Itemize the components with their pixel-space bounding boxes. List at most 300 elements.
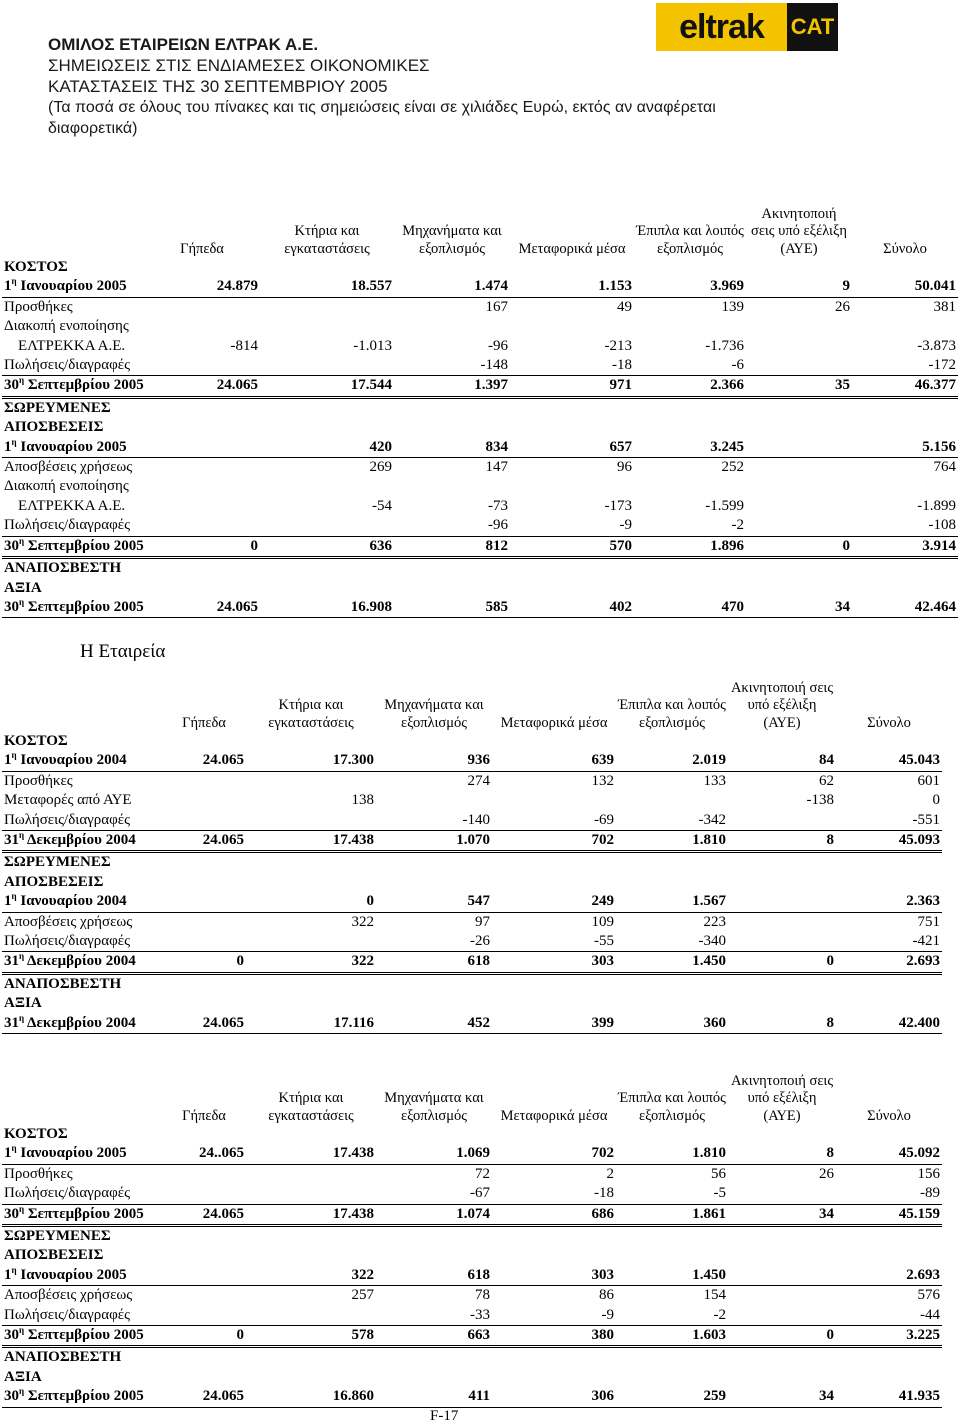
cell-value: 154 — [703, 1287, 726, 1304]
row-label: Διακοπή ενοποίησης — [4, 318, 129, 335]
table-row — [2, 598, 958, 618]
cell-value — [616, 994, 728, 1013]
cell-value — [836, 1226, 942, 1247]
cell-value — [616, 973, 728, 994]
cell-value: 0 — [162, 952, 246, 973]
cell-value — [260, 356, 394, 376]
cell-value: 601 — [917, 772, 940, 789]
col-header: Μηχανήματα και εξοπλισμός — [384, 1090, 484, 1124]
header-currency-note: (Τα ποσά σε όλους του πίνακες και τις σημειώσεις είναι σε χιλιάδες Ευρώ, εκτός αν αναφέρεται — [48, 99, 716, 116]
cell-value — [746, 458, 852, 478]
table-row — [2, 579, 958, 598]
row-label: ΣΩΡΕΥΜΕΝΕΣ — [4, 854, 111, 871]
table-row — [2, 831, 942, 852]
row-label: $30^\eta$ Σεπτεμβρίου 2005 — [2, 376, 144, 397]
cell-value — [616, 732, 728, 751]
cell-value — [836, 1368, 942, 1387]
cell-value — [246, 771, 376, 791]
cell-value: 0 — [162, 1326, 246, 1347]
cell-value: 0 — [144, 536, 260, 557]
table-row — [2, 497, 958, 516]
cell-value — [852, 558, 958, 579]
cell-value — [144, 317, 260, 336]
table-row — [2, 376, 958, 397]
row-label: Αποσβέσεις χρήσεως — [4, 1287, 133, 1304]
cell-value: 834 — [394, 438, 510, 458]
table-row — [2, 852, 942, 873]
cell-value: 17.438 — [246, 1204, 376, 1225]
cell-value — [162, 1226, 246, 1247]
cell-value — [260, 418, 394, 437]
cell-value: -173 — [604, 497, 632, 514]
cell-value — [616, 1347, 728, 1368]
cell-value: 8 — [728, 1144, 836, 1164]
table-row — [2, 277, 958, 297]
cell-value — [162, 1306, 246, 1326]
cell-value — [728, 1184, 836, 1204]
table-row — [2, 1184, 942, 1204]
table-row — [2, 458, 958, 478]
cell-value — [162, 973, 246, 994]
cell-value — [376, 873, 492, 892]
row-label: $30^\eta$ Σεπτεμβρίου 2005 — [2, 1387, 162, 1407]
cell-value — [394, 558, 510, 579]
cell-value — [162, 852, 246, 873]
cell-value — [162, 1184, 246, 1204]
table-row — [2, 1246, 942, 1265]
cell-value: 156 — [917, 1165, 940, 1182]
table-row — [2, 418, 958, 437]
cell-value: 639 — [492, 751, 616, 771]
cell-value — [634, 317, 746, 336]
cell-value: 1.069 — [376, 1144, 492, 1164]
table-row — [2, 791, 942, 810]
cell-value: -2 — [616, 1306, 728, 1326]
cell-value: 24..065 — [162, 1144, 246, 1164]
cell-value — [852, 579, 958, 598]
cell-value — [728, 912, 836, 932]
cell-value — [144, 297, 260, 317]
cell-value — [728, 1125, 836, 1144]
eltrak-logo-text: eltrak — [656, 3, 787, 51]
cell-value: 420 — [260, 438, 394, 458]
cell-value: 380 — [492, 1326, 616, 1347]
cell-value — [246, 1184, 376, 1204]
cell-value — [162, 1266, 246, 1286]
cell-value — [376, 1368, 492, 1387]
cell-value: 34 — [728, 1387, 836, 1407]
header-notes-title: ΣΗΜΕΙΩΣΕΙΣ ΣΤΙΣ ΕΝΔΙΑΜΕΣΕΣ ΟΙΚΟΝΟΜΙΚΕΣ — [48, 56, 430, 75]
cell-value: -44 — [836, 1306, 942, 1326]
table-row — [2, 337, 958, 356]
cell-value: 24.065 — [162, 1014, 246, 1034]
cell-value: 1.397 — [394, 376, 510, 397]
cell-value — [836, 873, 942, 892]
col-header: Γήπεδα — [180, 240, 224, 257]
row-label: Αποσβέσεις χρήσεως — [4, 459, 133, 476]
cell-value — [246, 852, 376, 873]
cell-value: 2.693 — [836, 1266, 942, 1286]
cell-value: 2 — [606, 1165, 614, 1182]
cell-value: 618 — [376, 1266, 492, 1286]
cell-value — [728, 1286, 836, 1306]
cell-value: 399 — [492, 1014, 616, 1034]
cell-value — [728, 811, 836, 831]
table-row — [2, 1164, 942, 1184]
cell-value: 24.065 — [162, 1387, 246, 1407]
row-label: $1^\eta$ Ιανουαρίου 2004 — [2, 751, 162, 771]
cell-value — [746, 258, 852, 277]
cell-value — [852, 258, 958, 277]
cell-value — [394, 579, 510, 598]
table-row — [2, 1347, 942, 1368]
cell-value — [246, 1164, 376, 1184]
cell-value — [246, 994, 376, 1013]
cell-value — [728, 892, 836, 912]
cell-value — [492, 1226, 616, 1247]
cell-value — [616, 1368, 728, 1387]
cell-value — [246, 1226, 376, 1247]
cell-value — [394, 397, 510, 418]
cell-value: 24.065 — [144, 376, 260, 397]
cell-value — [746, 397, 852, 418]
col-header: Γήπεδα — [182, 1107, 226, 1124]
table-row — [2, 317, 958, 336]
cell-value: 17.544 — [260, 376, 394, 397]
cell-value — [144, 516, 260, 536]
cell-value — [852, 317, 958, 336]
cell-value — [852, 418, 958, 437]
cell-value — [634, 258, 746, 277]
row-label: $1^\eta$ Ιανουαρίου 2005 — [2, 1144, 162, 1164]
cell-value: 34 — [746, 598, 852, 618]
table-row — [2, 952, 942, 973]
cell-value: 381 — [933, 298, 956, 315]
cell-value: -108 — [852, 516, 958, 536]
cell-value — [746, 579, 852, 598]
cell-value: -67 — [376, 1184, 492, 1204]
cell-value: 84 — [728, 751, 836, 771]
cell-value: 17.438 — [246, 1144, 376, 1164]
cell-value — [260, 516, 394, 536]
cell-value: -140 — [376, 811, 492, 831]
table-row — [2, 1286, 942, 1306]
table-row — [2, 811, 942, 831]
row-label: ΑΠΟΣΒΕΣΕΙΣ — [4, 1247, 104, 1264]
row-label: $1^\eta$ Ιανουαρίου 2005 — [2, 277, 144, 297]
cell-value — [852, 477, 958, 496]
cell-value: 470 — [634, 598, 746, 618]
cell-value: -96 — [488, 337, 508, 354]
row-label: Πωλήσεις/διαγραφές — [2, 1184, 162, 1204]
cell-value: 46.377 — [852, 376, 958, 397]
cell-value — [492, 732, 616, 751]
header-group-name: ΟΜΙΛΟΣ ΕΤΑΙΡΕΙΩΝ ΕΛΤΡΑΚ Α.Ε. — [48, 35, 319, 54]
cell-value: 42.464 — [852, 598, 958, 618]
cell-value — [746, 356, 852, 376]
company-fixed-assets-2005-table — [2, 1055, 942, 1408]
cell-value: 812 — [394, 536, 510, 557]
cell-value: 2.019 — [616, 751, 728, 771]
cell-value: 322 — [246, 952, 376, 973]
col-header: Ακινητοποιή σεις υπό εξέλιξη (ΑΥΕ) — [751, 205, 847, 257]
cell-value — [616, 791, 728, 810]
cell-value: 0 — [728, 952, 836, 973]
cell-value: -2 — [634, 516, 746, 536]
cell-value: 62 — [819, 772, 834, 789]
cell-value — [246, 1347, 376, 1368]
cell-value: 0 — [728, 1326, 836, 1347]
cell-value — [376, 1226, 492, 1247]
table-row — [2, 1326, 942, 1347]
cell-value — [260, 317, 394, 336]
row-label: ΚΟΣΤΟΣ — [4, 259, 68, 275]
cell-value: 303 — [492, 1266, 616, 1286]
cell-value — [162, 1286, 246, 1306]
cell-value — [394, 477, 510, 496]
cell-value: 17.116 — [246, 1014, 376, 1034]
cell-value — [746, 337, 852, 356]
cell-value — [144, 438, 260, 458]
cell-value: 0 — [746, 536, 852, 557]
cell-value — [260, 477, 394, 496]
col-header: Κτήρια και εγκαταστάσεις — [268, 697, 354, 731]
cell-value — [746, 516, 852, 536]
table-row — [2, 1306, 942, 1326]
cell-value — [376, 973, 492, 994]
cell-value — [510, 558, 634, 579]
row-label: $30^\eta$ Σεπτεμβρίου 2005 — [2, 1204, 162, 1225]
col-header: Σύνολο — [867, 714, 911, 731]
cell-value: 249 — [492, 892, 616, 912]
cell-value: 1.896 — [634, 536, 746, 557]
cell-value: 72 — [475, 1165, 490, 1182]
cell-value — [728, 852, 836, 873]
cell-value: -54 — [372, 497, 392, 514]
cell-value: 1.450 — [616, 1266, 728, 1286]
cell-value — [634, 558, 746, 579]
cell-value — [144, 497, 260, 516]
cell-value: 17.300 — [246, 751, 376, 771]
row-label: $1^\eta$ Ιανουαρίου 2005 — [2, 1266, 162, 1286]
cell-value: 452 — [376, 1014, 492, 1034]
cell-value: -421 — [836, 932, 942, 952]
cell-value: 1.810 — [616, 831, 728, 852]
cell-value: 45.159 — [836, 1204, 942, 1225]
table-row — [2, 892, 942, 912]
cell-value: 8 — [728, 1014, 836, 1034]
cell-value — [376, 852, 492, 873]
cell-value — [246, 873, 376, 892]
table-row — [2, 771, 942, 791]
cell-value: 702 — [492, 1144, 616, 1164]
cell-value — [376, 791, 492, 810]
cell-value: 139 — [721, 298, 744, 315]
cell-value: 133 — [703, 772, 726, 789]
cell-value: 257 — [351, 1287, 374, 1304]
cell-value: -89 — [836, 1184, 942, 1204]
cell-value — [836, 852, 942, 873]
col-header: Μεταφορικά μέσα — [518, 240, 626, 257]
cell-value: 147 — [485, 459, 508, 476]
cell-value — [162, 912, 246, 932]
row-label: Προσθήκες — [4, 1165, 73, 1182]
table-row — [2, 1204, 942, 1225]
cell-value — [162, 791, 246, 810]
cell-value: -55 — [492, 932, 616, 952]
cat-logo-text: CAT — [787, 3, 838, 51]
col-header: Μηχανήματα και εξοπλισμός — [402, 223, 502, 257]
cell-value: -551 — [836, 811, 942, 831]
col-header: Μηχανήματα και εξοπλισμός — [384, 697, 484, 731]
cell-value — [492, 791, 616, 810]
cell-value: -18 — [492, 1184, 616, 1204]
cell-value — [616, 1125, 728, 1144]
cell-value: -814 — [230, 337, 258, 354]
cell-value — [394, 418, 510, 437]
cell-value — [728, 994, 836, 1013]
header-statement-date: ΚΑΤΑΣΤΑΣΕΙΣ ΤΗΣ 30 ΣΕΠΤΕΜΒΡΙΟΥ 2005 — [48, 77, 388, 96]
cell-value: 16.908 — [260, 598, 394, 618]
table-row — [2, 558, 958, 579]
cell-value — [616, 852, 728, 873]
cell-value — [510, 477, 634, 496]
table-row — [2, 994, 942, 1013]
cell-value — [492, 994, 616, 1013]
cell-value — [246, 732, 376, 751]
cell-value — [728, 1306, 836, 1326]
cell-value: 49 — [617, 298, 632, 315]
row-label: Προσθήκες — [4, 772, 73, 789]
cell-value: -69 — [492, 811, 616, 831]
cell-value: 411 — [376, 1387, 492, 1407]
cell-value — [634, 418, 746, 437]
cell-value — [852, 397, 958, 418]
row-label: $30^\eta$ Σεπτεμβρίου 2005 — [2, 1326, 162, 1347]
cell-value: 1.567 — [616, 892, 728, 912]
table-row — [2, 477, 958, 496]
cell-value: 3.245 — [634, 438, 746, 458]
cell-value — [836, 732, 942, 751]
table-row — [2, 536, 958, 557]
cell-value — [746, 558, 852, 579]
cell-value — [246, 1306, 376, 1326]
row-label: $31^\eta$ Δεκεμβρίου 2004 — [2, 831, 162, 852]
cell-value: 578 — [246, 1326, 376, 1347]
cell-value: 0 — [932, 792, 940, 809]
cell-value: -1.599 — [705, 497, 744, 514]
cell-value: -172 — [852, 356, 958, 376]
page-number: F-17 — [430, 1408, 459, 1424]
cell-value — [510, 258, 634, 277]
row-label: $30^\eta$ Σεπτεμβρίου 2005 — [2, 598, 144, 618]
cell-value: 1.810 — [616, 1144, 728, 1164]
cell-value: 0 — [246, 892, 376, 912]
cell-value — [162, 1125, 246, 1144]
cell-value — [616, 1226, 728, 1247]
cell-value — [246, 811, 376, 831]
row-label: ΑΠΟΣΒΕΣΕΙΣ — [4, 419, 104, 436]
cell-value — [376, 1246, 492, 1265]
cell-value — [162, 811, 246, 831]
cell-value — [634, 477, 746, 496]
cell-value: 86 — [599, 1287, 614, 1304]
cell-value: -33 — [376, 1306, 492, 1326]
cell-value: 657 — [510, 438, 634, 458]
cell-value: 686 — [492, 1204, 616, 1225]
cell-value: -18 — [510, 356, 634, 376]
table-row — [2, 1125, 942, 1144]
row-label: Πωλήσεις/διαγραφές — [2, 811, 162, 831]
cell-value — [260, 397, 394, 418]
cell-value: 24.065 — [162, 1204, 246, 1225]
row-label: ΑΝΑΠΟΣΒΕΣΤΗ — [4, 975, 122, 992]
cell-value — [728, 732, 836, 751]
cell-value: 1.070 — [376, 831, 492, 852]
row-label: ΕΛΤΡΕΚΚΑ Α.Ε. — [18, 337, 126, 354]
cell-value: 45.092 — [836, 1144, 942, 1164]
company-section-title: Η Εταιρεία — [80, 641, 166, 662]
cell-value — [144, 418, 260, 437]
cell-value: 26 — [835, 298, 850, 315]
cell-value: 9 — [746, 277, 852, 297]
table-row — [2, 912, 942, 932]
cell-value: 663 — [376, 1326, 492, 1347]
cell-value — [728, 1347, 836, 1368]
cell-value: 3.969 — [634, 277, 746, 297]
cell-value: 576 — [917, 1287, 940, 1304]
cell-value — [836, 973, 942, 994]
cell-value: 274 — [467, 772, 490, 789]
cell-value — [746, 497, 852, 516]
cell-value — [510, 317, 634, 336]
cell-value — [144, 477, 260, 496]
cell-value: -342 — [616, 811, 728, 831]
cell-value: 1.074 — [376, 1204, 492, 1225]
row-label: ΑΝΑΠΟΣΒΕΣΤΗ — [4, 560, 122, 577]
row-label: $1^\eta$ Ιανουαρίου 2004 — [2, 892, 162, 912]
cell-value: -26 — [376, 932, 492, 952]
row-label: ΕΛΤΡΕΚΚΑ Α.Ε. — [18, 497, 126, 514]
table-row — [2, 297, 958, 317]
cell-value — [246, 973, 376, 994]
cell-value — [144, 258, 260, 277]
cell-value: 167 — [485, 298, 508, 315]
cell-value — [376, 732, 492, 751]
cell-value — [162, 892, 246, 912]
row-label: Μεταφορές από ΑΥΕ — [4, 792, 132, 809]
cell-value: -1.013 — [353, 337, 392, 354]
cell-value — [728, 932, 836, 952]
cell-value — [376, 994, 492, 1013]
cell-value: 138 — [351, 792, 374, 809]
row-label: ΣΩΡΕΥΜΕΝΕΣ — [4, 1228, 111, 1245]
cell-value: 360 — [616, 1014, 728, 1034]
cell-value: 585 — [394, 598, 510, 618]
col-header: Κτήρια και εγκαταστάσεις — [284, 223, 370, 257]
row-label: ΑΞΙΑ — [4, 579, 42, 596]
cell-value — [492, 873, 616, 892]
cell-value — [510, 579, 634, 598]
cell-value — [510, 397, 634, 418]
row-label: $31^\eta$ Δεκεμβρίου 2004 — [2, 1014, 162, 1034]
row-label: $31^\eta$ Δεκεμβρίου 2004 — [2, 952, 162, 973]
table-row — [2, 1226, 942, 1247]
cell-value: -5 — [616, 1184, 728, 1204]
col-header: Σύνολο — [883, 240, 927, 257]
cell-value — [492, 973, 616, 994]
cell-value — [634, 397, 746, 418]
